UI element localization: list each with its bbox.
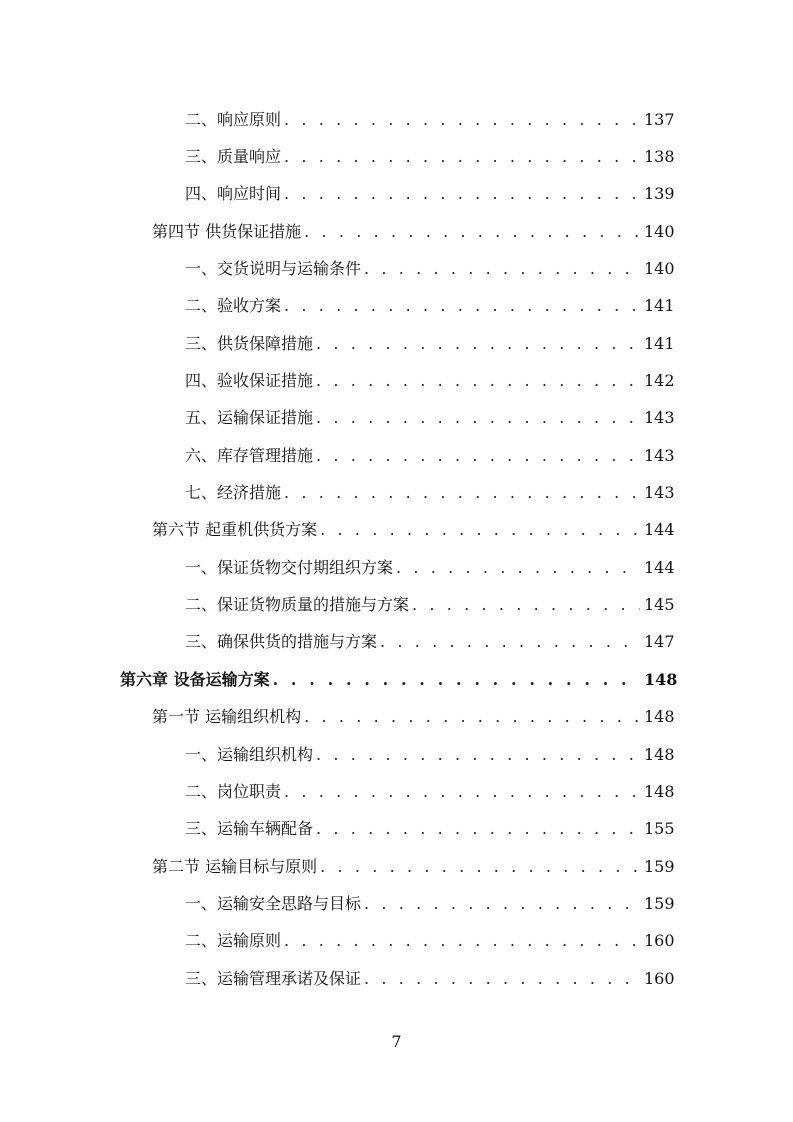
dot-leader (320, 857, 640, 877)
toc-entry-title: 第四节 供货保证措施 (152, 221, 302, 241)
toc-entry-title: 一、保证货物交付期组织方案 (185, 557, 394, 577)
toc-entry-title: 第一节 运输组织机构 (152, 707, 302, 727)
toc-entry[interactable] (0, 176, 793, 213)
toc-entry[interactable] (0, 474, 793, 511)
toc-entry[interactable] (0, 250, 793, 287)
dot-leader (316, 819, 640, 839)
toc-entry[interactable] (0, 736, 793, 773)
toc-entry[interactable] (0, 362, 793, 399)
toc-entry[interactable] (0, 885, 793, 922)
toc-entry[interactable] (0, 586, 793, 623)
toc-entry-page: 139 (644, 184, 675, 204)
dot-leader (304, 707, 640, 727)
dot-leader (320, 520, 640, 540)
toc-entry-page: 147 (644, 632, 675, 652)
toc-entry[interactable] (0, 699, 793, 736)
dot-leader (364, 969, 640, 989)
toc-entry[interactable] (0, 923, 793, 960)
toc-entry-page: 141 (644, 333, 675, 353)
toc-entry[interactable] (0, 960, 793, 997)
dot-leader (364, 259, 640, 279)
toc-entry-page: 140 (644, 259, 675, 279)
dot-leader (364, 894, 640, 914)
toc-entry-page: 160 (644, 931, 675, 951)
toc-entry-title: 三、确保供货的措施与方案 (185, 632, 378, 652)
toc-entry[interactable] (0, 512, 793, 549)
toc-entry-page: 145 (644, 595, 675, 615)
toc-entry[interactable] (0, 288, 793, 325)
toc-entry-page: 141 (644, 296, 675, 316)
dot-leader (284, 782, 640, 802)
toc-entry-title: 一、交货说明与运输条件 (185, 259, 362, 279)
toc-entry-title: 五、运输保证措施 (185, 408, 314, 428)
toc-entry[interactable] (0, 437, 793, 474)
dot-leader (304, 222, 640, 242)
toc-entry-title: 一、运输组织机构 (185, 744, 314, 764)
toc-entry-page: 143 (644, 408, 675, 428)
toc-entry-title: 二、运输原则 (185, 931, 282, 951)
toc-entry-title: 四、响应时间 (185, 184, 282, 204)
toc-entry-page: 159 (644, 856, 675, 876)
toc-entry[interactable] (0, 811, 793, 848)
dot-leader (316, 446, 640, 466)
toc-entry[interactable] (0, 101, 793, 138)
toc-entry-page: 142 (644, 371, 675, 391)
toc-entry-title: 三、运输车辆配备 (185, 819, 314, 839)
toc-entry-title: 第二节 运输目标与原则 (152, 856, 318, 876)
dot-leader (273, 670, 640, 690)
page-number: 7 (391, 1032, 402, 1051)
dot-leader (284, 147, 640, 167)
toc-entry-title: 二、响应原则 (185, 109, 282, 129)
dot-leader (284, 931, 640, 951)
table-of-contents (0, 101, 793, 997)
dot-leader (284, 184, 640, 204)
toc-entry-title: 三、质量响应 (185, 147, 282, 167)
toc-entry[interactable] (0, 848, 793, 885)
dot-leader (316, 371, 640, 391)
dot-leader (316, 745, 640, 765)
toc-entry[interactable] (0, 773, 793, 810)
toc-entry-page: 155 (644, 819, 675, 839)
toc-entry-chapter[interactable] (0, 661, 793, 698)
dot-leader (284, 296, 640, 316)
toc-entry[interactable] (0, 213, 793, 250)
toc-entry-title: 三、供货保障措施 (185, 333, 314, 353)
toc-entry-page: 159 (644, 893, 675, 913)
toc-entry[interactable] (0, 138, 793, 175)
toc-entry-title: 二、岗位职责 (185, 781, 282, 801)
toc-entry[interactable] (0, 549, 793, 586)
toc-entry-title: 二、验收方案 (185, 296, 282, 316)
dot-leader (316, 408, 640, 428)
toc-entry-title: 六、库存管理措施 (185, 445, 314, 465)
toc-entry-title: 三、运输管理承诺及保证 (185, 968, 362, 988)
toc-entry-title: 四、验收保证措施 (185, 371, 314, 391)
toc-entry-page: 148 (644, 707, 675, 727)
dot-leader (284, 483, 640, 503)
toc-entry-title: 一、运输安全思路与目标 (185, 893, 362, 913)
toc-entry-page: 143 (644, 445, 675, 465)
toc-entry[interactable] (0, 624, 793, 661)
toc-entry-page: 148 (644, 781, 675, 801)
toc-entry-page: 144 (644, 557, 675, 577)
toc-entry[interactable] (0, 325, 793, 362)
toc-entry-page: 140 (644, 221, 675, 241)
dot-leader (380, 632, 640, 652)
toc-entry-page: 148 (644, 669, 678, 689)
dot-leader (396, 558, 640, 578)
toc-entry-page: 143 (644, 483, 675, 503)
toc-entry-title: 二、保证货物质量的措施与方案 (185, 595, 410, 615)
toc-entry-page: 144 (644, 520, 675, 540)
toc-entry[interactable] (0, 400, 793, 437)
dot-leader (412, 595, 640, 615)
toc-entry-page: 137 (644, 109, 675, 129)
toc-entry-page: 138 (644, 147, 675, 167)
dot-leader (284, 110, 640, 130)
toc-entry-title: 第六章 设备运输方案 (120, 669, 270, 689)
toc-entry-page: 160 (644, 968, 675, 988)
dot-leader (316, 334, 640, 354)
toc-entry-page: 148 (644, 744, 675, 764)
toc-entry-title: 七、经济措施 (185, 483, 282, 503)
toc-entry-title: 第六节 起重机供货方案 (152, 520, 318, 540)
